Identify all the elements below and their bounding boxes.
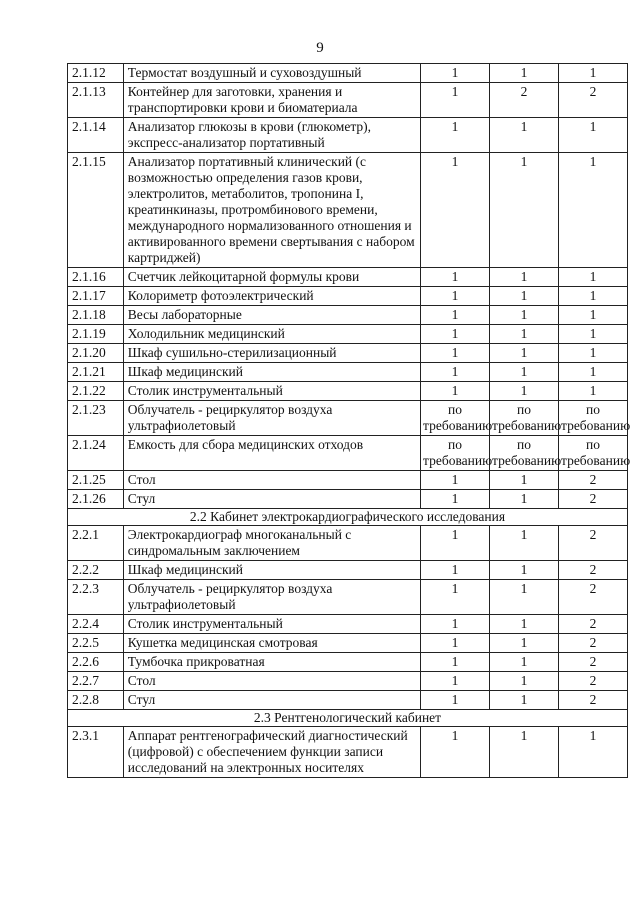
item-name: Кушетка медицинская смотровая xyxy=(123,634,420,653)
item-name: Анализатор портативный клинический (с возможностью определения газов крови, электролитов, метаболитов, тропонина I, креатинкиназы, протромбинового времени, международного нормализованного отношения и активированного времени свертывания с набором картриджей) xyxy=(123,153,420,268)
quantity-cell: 1 xyxy=(490,634,559,653)
item-name: Емкость для сбора медицинских отходов xyxy=(123,436,420,471)
quantity-cell: 1 xyxy=(559,153,628,268)
quantity-cell: 2 xyxy=(559,691,628,710)
item-name: Электрокардиограф многоканальный с синдромальным заключением xyxy=(123,526,420,561)
item-name: Тумбочка прикроватная xyxy=(123,653,420,672)
section-header-row xyxy=(68,509,628,526)
item-name: Колориметр фотоэлектрический xyxy=(123,287,420,306)
quantity-cell: 1 xyxy=(490,490,559,509)
item-number: 2.2.3 xyxy=(68,580,124,615)
quantity-cell: 1 xyxy=(421,471,490,490)
item-name: Стул xyxy=(123,691,420,710)
item-name: Шкаф сушильно-стерилизационный xyxy=(123,344,420,363)
quantity-cell: 1 xyxy=(421,672,490,691)
table-row xyxy=(68,344,628,363)
item-name: Стол xyxy=(123,672,420,691)
quantity-cell: 1 xyxy=(490,287,559,306)
item-number: 2.1.16 xyxy=(68,268,124,287)
table-row xyxy=(68,153,628,268)
quantity-cell: 1 xyxy=(490,471,559,490)
item-name: Шкаф медицинский xyxy=(123,561,420,580)
table-row xyxy=(68,634,628,653)
item-number: 2.2.7 xyxy=(68,672,124,691)
item-number: 2.1.22 xyxy=(68,382,124,401)
table-row xyxy=(68,363,628,382)
quantity-cell: 1 xyxy=(421,83,490,118)
item-number: 2.1.19 xyxy=(68,325,124,344)
item-number: 2.2.4 xyxy=(68,615,124,634)
table-row xyxy=(68,653,628,672)
quantity-cell: 1 xyxy=(421,653,490,672)
quantity-cell: 1 xyxy=(490,691,559,710)
quantity-cell: 1 xyxy=(421,691,490,710)
table-row xyxy=(68,490,628,509)
quantity-cell: по требованию xyxy=(559,401,628,436)
quantity-cell: 1 xyxy=(559,118,628,153)
item-name: Термостат воздушный и суховоздушный xyxy=(123,64,420,83)
equipment-table xyxy=(67,63,631,778)
quantity-cell: 1 xyxy=(421,615,490,634)
item-name: Контейнер для заготовки, хранения и транспортировки крови и биоматериала xyxy=(123,83,420,118)
table-row xyxy=(68,268,628,287)
quantity-cell: 2 xyxy=(559,580,628,615)
item-number: 2.2.1 xyxy=(68,526,124,561)
table-row xyxy=(68,287,628,306)
item-name: Облучатель - рециркулятор воздуха ультрафиолетовый xyxy=(123,401,420,436)
item-number: 2.1.15 xyxy=(68,153,124,268)
item-number: 2.1.12 xyxy=(68,64,124,83)
item-number: 2.2.6 xyxy=(68,653,124,672)
quantity-cell: 1 xyxy=(490,727,559,778)
section-header-row xyxy=(68,710,628,727)
quantity-cell: 1 xyxy=(490,325,559,344)
table-row xyxy=(68,118,628,153)
quantity-cell: 2 xyxy=(559,634,628,653)
item-number: 2.1.24 xyxy=(68,436,124,471)
quantity-cell: 1 xyxy=(421,268,490,287)
quantity-cell: 1 xyxy=(490,363,559,382)
quantity-cell: 1 xyxy=(490,672,559,691)
quantity-cell: 2 xyxy=(559,83,628,118)
quantity-cell: 1 xyxy=(559,344,628,363)
equipment-table-body xyxy=(68,64,631,778)
item-number: 2.2.5 xyxy=(68,634,124,653)
item-number: 2.1.13 xyxy=(68,83,124,118)
table-row xyxy=(68,83,628,118)
quantity-cell: 2 xyxy=(559,490,628,509)
table-row xyxy=(68,401,628,436)
quantity-cell: 1 xyxy=(559,287,628,306)
quantity-cell: 1 xyxy=(559,363,628,382)
table-row xyxy=(68,727,628,778)
section-title: 2.3 Рентгенологический кабинет xyxy=(68,710,628,727)
item-number: 2.1.26 xyxy=(68,490,124,509)
quantity-cell: 1 xyxy=(490,382,559,401)
quantity-cell: 1 xyxy=(490,64,559,83)
item-name: Анализатор глюкозы в крови (глюкометр), экспресс-анализатор портативный xyxy=(123,118,420,153)
quantity-cell: 1 xyxy=(559,306,628,325)
table-row xyxy=(68,471,628,490)
item-name: Стул xyxy=(123,490,420,509)
item-number: 2.1.23 xyxy=(68,401,124,436)
quantity-cell: 1 xyxy=(421,580,490,615)
quantity-cell: 1 xyxy=(421,325,490,344)
quantity-cell: 1 xyxy=(421,363,490,382)
table-row xyxy=(68,672,628,691)
table-row xyxy=(68,615,628,634)
quantity-cell: 2 xyxy=(559,672,628,691)
quantity-cell: 1 xyxy=(421,561,490,580)
quantity-cell: 1 xyxy=(421,344,490,363)
quantity-cell: 1 xyxy=(559,727,628,778)
table-row xyxy=(68,580,628,615)
quantity-cell: 1 xyxy=(421,526,490,561)
page-number: 9 xyxy=(316,40,324,56)
quantity-cell: 1 xyxy=(490,526,559,561)
item-name: Облучатель - рециркулятор воздуха ультрафиолетовый xyxy=(123,580,420,615)
quantity-cell: 1 xyxy=(559,382,628,401)
table-row xyxy=(68,561,628,580)
item-name: Холодильник медицинский xyxy=(123,325,420,344)
quantity-cell: 1 xyxy=(421,153,490,268)
section-title: 2.2 Кабинет электрокардиографического исследования xyxy=(68,509,628,526)
quantity-cell: 1 xyxy=(490,118,559,153)
quantity-cell: 1 xyxy=(490,561,559,580)
quantity-cell: 1 xyxy=(421,382,490,401)
item-number: 2.2.8 xyxy=(68,691,124,710)
table-row xyxy=(68,64,628,83)
table-row xyxy=(68,436,628,471)
quantity-cell: 1 xyxy=(421,287,490,306)
item-number: 2.1.14 xyxy=(68,118,124,153)
quantity-cell: 2 xyxy=(559,615,628,634)
quantity-cell: по требованию xyxy=(421,401,490,436)
table-row xyxy=(68,691,628,710)
table-row xyxy=(68,306,628,325)
item-number: 2.1.18 xyxy=(68,306,124,325)
quantity-cell: 1 xyxy=(421,634,490,653)
quantity-cell: 1 xyxy=(490,153,559,268)
quantity-cell: по требованию xyxy=(490,436,559,471)
item-name: Столик инструментальный xyxy=(123,382,420,401)
quantity-cell: 1 xyxy=(421,490,490,509)
quantity-cell: 2 xyxy=(559,561,628,580)
quantity-cell: 1 xyxy=(421,306,490,325)
item-name: Весы лабораторные xyxy=(123,306,420,325)
item-name: Шкаф медицинский xyxy=(123,363,420,382)
quantity-cell: 1 xyxy=(559,325,628,344)
item-number: 2.1.21 xyxy=(68,363,124,382)
item-number: 2.1.20 xyxy=(68,344,124,363)
item-name: Счетчик лейкоцитарной формулы крови xyxy=(123,268,420,287)
quantity-cell: 1 xyxy=(490,653,559,672)
quantity-cell: 1 xyxy=(421,727,490,778)
item-name: Аппарат рентгенографический диагностический (цифровой) с обеспечением функции записи исследований на электронных носителях xyxy=(123,727,420,778)
item-number: 2.1.25 xyxy=(68,471,124,490)
table-row xyxy=(68,526,628,561)
quantity-cell: 2 xyxy=(559,526,628,561)
quantity-cell: 1 xyxy=(490,306,559,325)
item-number: 2.2.2 xyxy=(68,561,124,580)
quantity-cell: по требованию xyxy=(559,436,628,471)
quantity-cell: 1 xyxy=(559,64,628,83)
quantity-cell: 1 xyxy=(490,268,559,287)
item-number: 2.3.1 xyxy=(68,727,124,778)
item-name: Столик инструментальный xyxy=(123,615,420,634)
table-row xyxy=(68,382,628,401)
quantity-cell: 2 xyxy=(559,471,628,490)
quantity-cell: по требованию xyxy=(490,401,559,436)
quantity-cell: 1 xyxy=(490,344,559,363)
quantity-cell: 1 xyxy=(490,615,559,634)
table-row xyxy=(68,325,628,344)
quantity-cell: 1 xyxy=(490,580,559,615)
quantity-cell: 1 xyxy=(559,268,628,287)
quantity-cell: 2 xyxy=(559,653,628,672)
quantity-cell: по требованию xyxy=(421,436,490,471)
quantity-cell: 2 xyxy=(490,83,559,118)
quantity-cell: 1 xyxy=(421,64,490,83)
quantity-cell: 1 xyxy=(421,118,490,153)
item-name: Стол xyxy=(123,471,420,490)
item-number: 2.1.17 xyxy=(68,287,124,306)
